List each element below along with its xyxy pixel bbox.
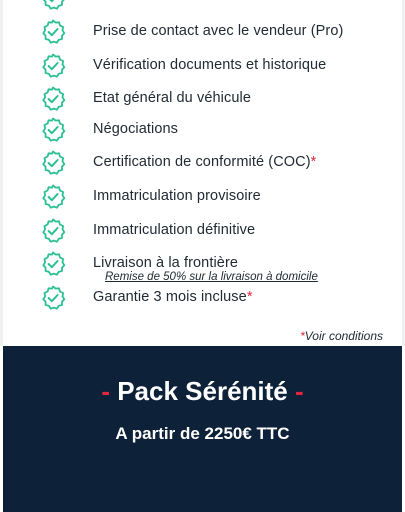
pack-title bbox=[3, 376, 402, 407]
title-dash-right: - bbox=[295, 376, 304, 406]
title-dash-left: - bbox=[101, 376, 110, 406]
check-badge-icon bbox=[40, 285, 66, 311]
feature-label: Certification de conformité (COC)* bbox=[93, 154, 317, 170]
feature-label: Etat général du véhicule bbox=[93, 90, 251, 106]
feature-item bbox=[0, 216, 405, 244]
feature-item bbox=[0, 84, 405, 112]
feature-label: Vérification documents et historique bbox=[93, 57, 327, 73]
check-badge-icon bbox=[40, 53, 66, 79]
feature-item bbox=[0, 115, 405, 143]
feature-label: Garantie 3 mois incluse* bbox=[93, 289, 253, 305]
check-badge-icon bbox=[40, 218, 66, 244]
feature-label: Négociations bbox=[93, 121, 179, 137]
feature-label: Livraison à la frontière bbox=[93, 255, 239, 271]
check-badge-icon bbox=[40, 86, 66, 112]
pack-banner bbox=[3, 346, 402, 512]
feature-item bbox=[0, 17, 405, 45]
feature-item-cut bbox=[0, 0, 405, 11]
feature-label: Immatriculation définitive bbox=[93, 222, 256, 238]
feature-item bbox=[0, 148, 405, 176]
pack-price: A partir de 2250€ TTC bbox=[115, 424, 290, 443]
check-badge-icon bbox=[40, 184, 66, 210]
check-badge-icon bbox=[40, 117, 66, 143]
feature-item bbox=[0, 182, 405, 210]
pack-name: Pack Sérénité bbox=[117, 376, 288, 406]
check-badge-icon bbox=[40, 19, 66, 45]
check-badge-icon bbox=[40, 251, 66, 277]
feature-item bbox=[0, 283, 405, 311]
feature-label: Prise de contact avec le vendeur (Pro) bbox=[93, 23, 344, 39]
check-badge-icon bbox=[40, 150, 66, 176]
delivery-discount-note: Remise de 50% sur la livraison à domicile bbox=[105, 271, 318, 283]
feature-label: Immatriculation provisoire bbox=[93, 188, 261, 204]
check-badge-icon bbox=[40, 0, 66, 11]
conditions-link[interactable]: *Voir conditions bbox=[300, 329, 383, 343]
feature-item bbox=[0, 51, 405, 79]
